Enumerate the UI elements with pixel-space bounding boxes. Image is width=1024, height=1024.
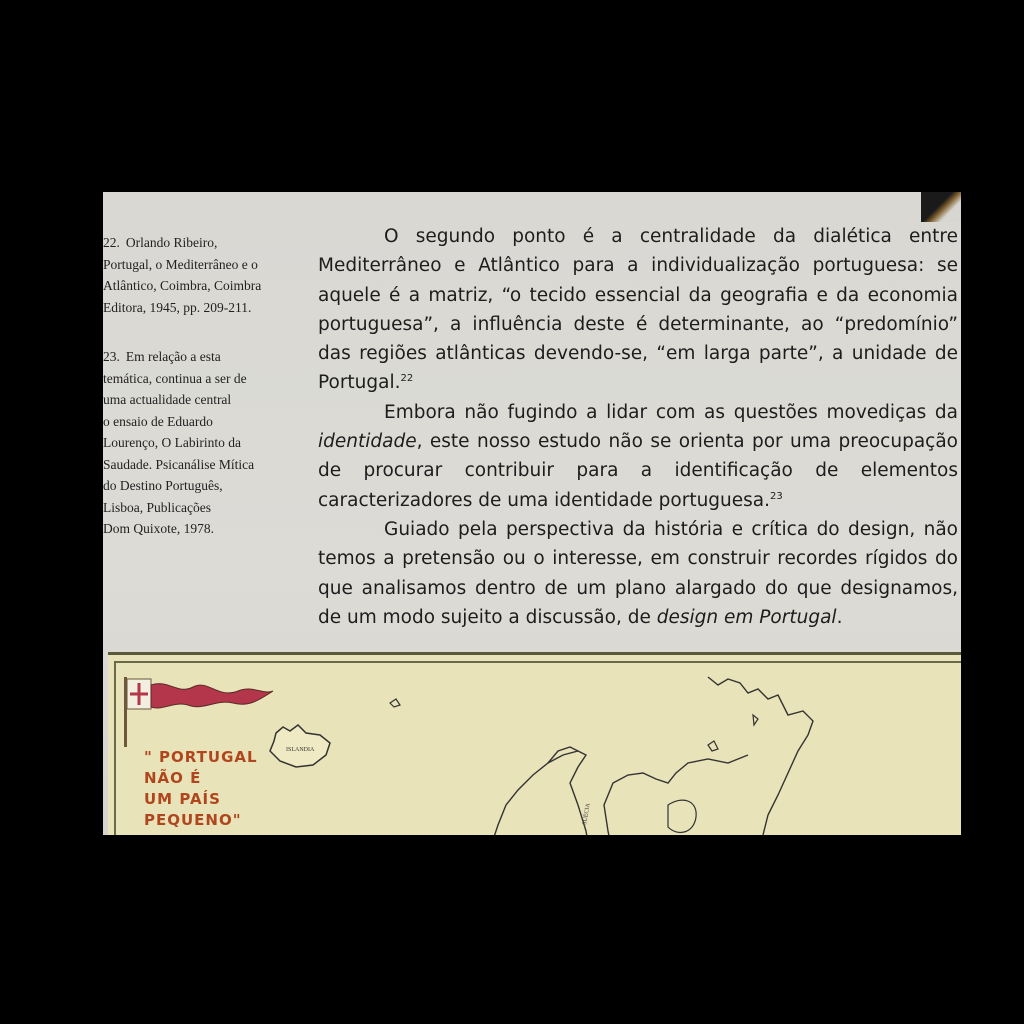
book-page-photo: [103, 192, 961, 835]
paragraph-text: Guiado pela perspectiva da história e crítica do design, não temos a pretensão ou o interesse, em construir recordes rígidos do que analisamos dentro de um plano alargado do que designamos, de um modo sujeito a discussão, de: [318, 518, 958, 628]
footnote-line: Saudade. Psicanálise Mítica: [103, 456, 255, 472]
footnote-line: do Destino Português,: [103, 478, 223, 493]
footnote-line: Orlando Ribeiro,: [125, 235, 218, 250]
footnote-line: o ensaio de Eduardo: [103, 413, 213, 429]
map-label-island: ISLANDIA: [286, 747, 315, 753]
map-label-country: SUÉCIA: [582, 802, 592, 826]
footnote-number: 22.: [103, 235, 120, 250]
footnote-ref: 23: [770, 490, 783, 502]
paragraph-text: O segundo ponto é a centralidade da dialética entre Mediterrâneo e Atlântico para a individualização portuguesa: se aquele é a matriz, “o tecido essencial da geografia e da economia portuguesa”, a influência deste é determinante, ao “predomínio” das regiões atlânticas devendo-se, “em larga parte”, a unidade de Portugal.: [318, 226, 958, 394]
footnote-line: temática, continua a ser de: [103, 370, 247, 386]
scandinavia-outline-icon: [488, 677, 813, 835]
footnote-line: uma actualidade central: [103, 392, 232, 407]
paragraph-2: [318, 398, 958, 515]
map-poster: [108, 652, 961, 835]
emphasis-text: design em Portugal: [656, 606, 837, 628]
footnote-line: Dom Quixote, 1978.: [103, 521, 214, 536]
footnote-number: 23.: [103, 349, 120, 364]
slogan-line: NÃO É: [144, 769, 202, 787]
iceland-icon: [270, 725, 330, 767]
emphasis-text: identidade: [318, 431, 417, 453]
footnote-line: Lourenço, O Labirinto da: [103, 435, 241, 450]
footnote-line: Atlântico, Coimbra, Coimbra: [103, 278, 262, 293]
paragraph-text: Embora não fugindo a lidar com as questões movediças da: [384, 401, 958, 423]
paragraph-3: [318, 515, 958, 632]
paragraph-text: , este nosso estudo não se orienta por uma preocupação de procurar contribuir para a identificação de elementos caracterizadores de uma identidade portuguesa.: [318, 431, 958, 511]
paragraph-text: .: [836, 606, 843, 628]
slogan-line: UM PAÍS: [144, 790, 221, 808]
poster-slogan: [144, 747, 258, 831]
slogan-line: " PORTUGAL: [144, 748, 258, 766]
footnote-line: Editora, 1945, pp. 209-211.: [103, 299, 252, 315]
flag-icon: [124, 677, 273, 747]
footnote-line: Lisboa, Publicações: [103, 499, 211, 515]
footnotes-column: [103, 232, 293, 568]
paragraph-1: [318, 222, 958, 398]
footnote-line: Em relação a esta: [125, 349, 221, 364]
footnote-line: Portugal, o Mediterrâneo e o: [103, 256, 258, 272]
page-corner: [921, 192, 961, 222]
footnote-ref: 22: [400, 373, 414, 385]
slogan-line: PEQUENO": [144, 811, 242, 829]
body-text: [318, 222, 958, 632]
footnote-23: [103, 346, 293, 540]
footnote-22: [103, 232, 293, 318]
